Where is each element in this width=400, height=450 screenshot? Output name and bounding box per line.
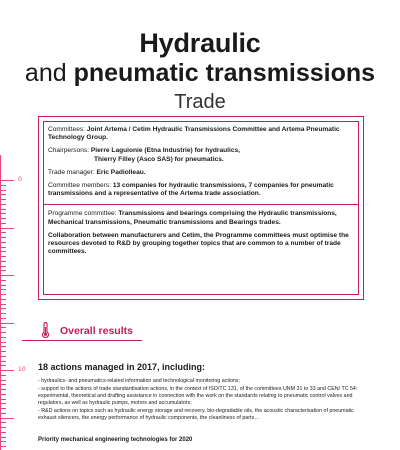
ruler-minor-tick [0, 361, 6, 362]
members-line [48, 182, 356, 198]
ruler-minor-tick [0, 223, 6, 224]
ruler-minor-tick [0, 437, 6, 438]
manager-label: Trade manager: [48, 168, 95, 176]
manager-line [48, 169, 356, 177]
ruler-minor-tick [0, 384, 6, 385]
ruler-minor-tick [0, 389, 6, 390]
collaboration-text [48, 232, 356, 257]
margin-ruler [0, 155, 30, 450]
actions-list [38, 378, 368, 423]
ruler-minor-tick [0, 318, 6, 319]
ruler-minor-tick [0, 446, 6, 447]
chairpersons-line [48, 147, 356, 163]
ruler-major-tick [0, 418, 14, 419]
ruler-major-tick [0, 180, 14, 181]
ruler-minor-tick [0, 199, 6, 200]
ruler-minor-tick [0, 304, 6, 305]
ruler-minor-tick [0, 251, 6, 252]
list-item: - R&D actions on topics such as hydraulic energy storage and recovery, bio-degradable oils, the acoustic characterisation of pneumatic exhaust silencers, the energy performance of hydraulic components, the cleanliness of parts… [38, 408, 354, 421]
ruler-minor-tick [0, 332, 6, 333]
committees-value: Joint Artema / Cetim Hydraulic Transmissions Committee and Artema Pneumatic Technology Group. [48, 126, 340, 142]
chairperson-2: Thierry Filley (Asco SAS) for pneumatics. [94, 155, 224, 163]
ruler-minor-tick [0, 365, 6, 366]
ruler-minor-tick [0, 280, 6, 281]
info-box-content [48, 126, 356, 261]
ruler-minor-tick [0, 313, 6, 314]
ruler-minor-tick [0, 399, 6, 400]
ruler-minor-tick [0, 342, 6, 343]
ruler-minor-tick [0, 213, 6, 214]
ruler-minor-tick [0, 327, 6, 328]
list-item: - support to the actions of trade standardisation actions, in the context of ISO/TC 131, of the committees UNM 31 to 33 and CEN/ TC 54: experimental, theoretical and drafting assistance in connection with the work on the standards relating to pneumatic control valves and regulators, as well as hydraulic pumps, motors and accumulators; [38, 386, 358, 406]
title-line-3: Trade [174, 91, 226, 113]
page-title-block [0, 28, 400, 114]
ruler-minor-tick [0, 441, 6, 442]
manager-value: Eric Padiolleau. [96, 168, 146, 176]
title-line-2-prefix: and [24, 59, 67, 87]
ruler-minor-tick [0, 351, 6, 352]
actions-title: 18 actions managed in 2017, including: [38, 362, 206, 372]
ruler-minor-tick [0, 256, 6, 257]
ruler-minor-tick [0, 432, 6, 433]
title-line-2 [0, 58, 400, 88]
title-line-1: Hydraulic [139, 28, 261, 58]
overall-results-rule [22, 340, 142, 341]
ruler-minor-tick [0, 261, 6, 262]
ruler-minor-tick [0, 294, 6, 295]
ruler-minor-tick [0, 299, 6, 300]
ruler-minor-tick [0, 308, 6, 309]
footer-heading: Priority mechanical engineering technologies for 2020 [38, 437, 193, 443]
ruler-minor-tick [0, 237, 6, 238]
members-value: 13 companies for hydraulic transmissions, 7 companies for pneumatic transmissions and a representative of the Artema trade association. [48, 182, 334, 198]
ruler-minor-tick [0, 266, 6, 267]
ruler-major-tick [0, 228, 14, 229]
ruler-minor-tick [0, 380, 6, 381]
ruler-minor-tick [0, 337, 6, 338]
ruler-minor-tick [0, 270, 6, 271]
committees-line [48, 126, 356, 142]
overall-results-title: Overall results [60, 325, 133, 337]
ruler-minor-tick [0, 408, 6, 409]
programme-value: Transmissions and bearings comprising the Hydraulic transmissions, Mechanical transmissions, Pneumatic transmissions and Bearings trades. [48, 210, 337, 226]
ruler-minor-tick [0, 346, 6, 347]
ruler-minor-tick [0, 204, 6, 205]
ruler-label-10: 10 [18, 366, 26, 373]
ruler-major-tick [0, 323, 14, 324]
members-label: Committee members: [48, 182, 112, 190]
ruler-minor-tick [0, 285, 6, 286]
ruler-minor-tick [0, 394, 6, 395]
ruler-minor-tick [0, 403, 6, 404]
ruler-minor-tick [0, 209, 6, 210]
ruler-minor-tick [0, 413, 6, 414]
ruler-minor-tick [0, 218, 6, 219]
ruler-major-tick [0, 275, 14, 276]
ruler-minor-tick [0, 194, 6, 195]
programme-line [48, 210, 356, 226]
collaboration-text-bold: Collaboration between manufacturers and Cetim, the Programme committees must optimise the resources devoted to R&D by grouping together topics that are common to a number of trade committees. [48, 231, 349, 256]
ruler-minor-tick [0, 422, 6, 423]
ruler-minor-tick [0, 242, 6, 243]
title-line-2-bold: pneumatic transmissions [73, 59, 376, 87]
ruler-minor-tick [0, 232, 6, 233]
chairperson-1: Pierre Laguionie (Etna Industrie) for hydraulics, [90, 147, 241, 155]
ruler-minor-tick [0, 289, 6, 290]
box-separator [43, 204, 359, 205]
ruler-label-0: 0 [18, 176, 22, 183]
ruler-minor-tick [0, 375, 6, 376]
ruler-minor-tick [0, 356, 6, 357]
list-item: - hydraulics- and pneumatics-related information and technological monitoring actions; [38, 378, 240, 384]
ruler-minor-tick [0, 190, 6, 191]
ruler-minor-tick [0, 247, 6, 248]
committees-label: Committees: [48, 126, 86, 133]
programme-label: Programme committee: [48, 210, 117, 218]
ruler-minor-tick [0, 185, 6, 186]
chairpersons-label: Chairpersons: [48, 147, 90, 155]
thermometer-icon [38, 322, 54, 338]
ruler-major-tick [0, 370, 14, 371]
ruler-minor-tick [0, 427, 6, 428]
